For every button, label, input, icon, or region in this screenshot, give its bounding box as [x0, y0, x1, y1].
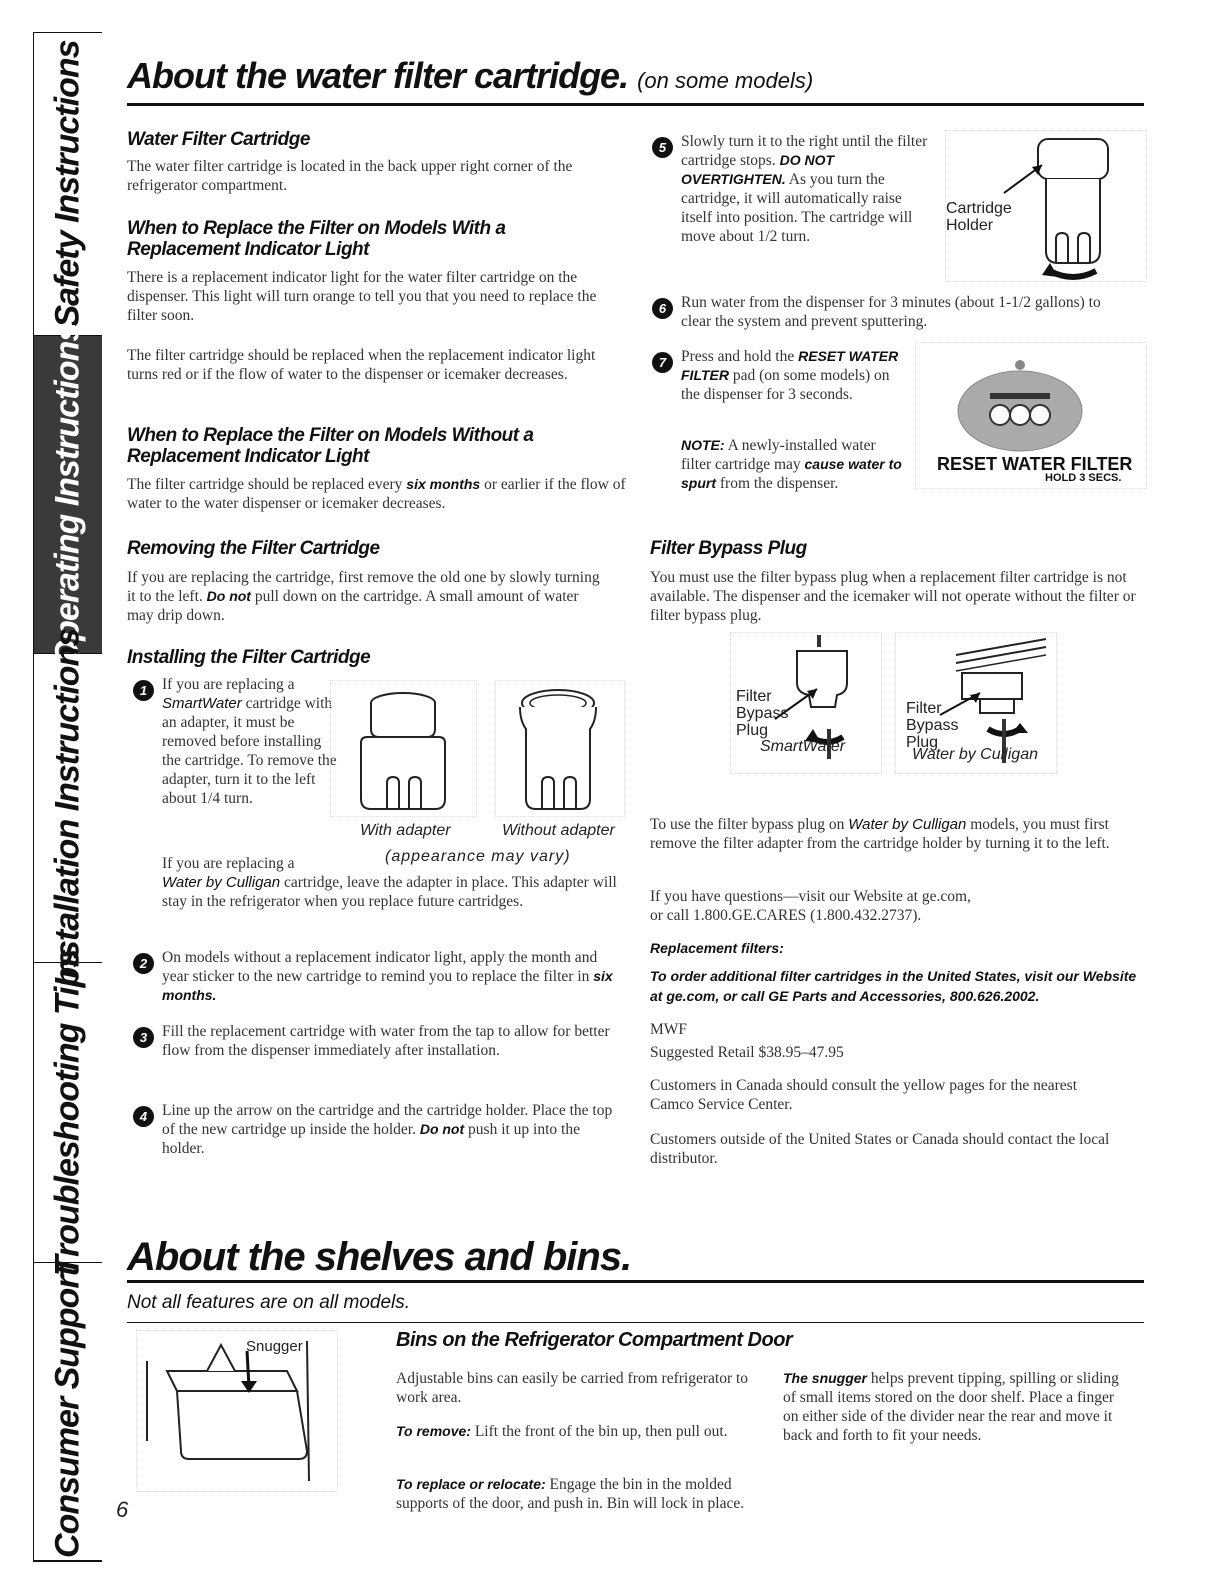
- cartridge-holder-label: Cartridge Holder: [946, 200, 1012, 234]
- snugger-label: Snugger: [246, 1338, 303, 1355]
- heading-with-light: When to Replace the Filter on Models With a Replacement Indicator Light: [127, 218, 506, 260]
- step-number-2: 2: [133, 953, 154, 974]
- heading-replacement-filters: Replacement filters:: [650, 940, 784, 956]
- removing-text: If you are replacing the cartridge, first remove the old one by slowly turning it to the left. Do not pull down on the cartridge. A small amount of water may drip down.: [127, 569, 600, 624]
- snugger-bin-image: [136, 1330, 338, 1492]
- heading-filter-bypass-plug: Filter Bypass Plug: [650, 538, 807, 559]
- without-light-text: The filter cartridge should be replaced every six months or earlier if the flow of water to the water dispenser or icemaker decreases.: [127, 476, 626, 512]
- step-number-4: 4: [133, 1106, 154, 1127]
- with-light-text-2: The filter cartridge should be replaced when the replacement indicator light turns red or if the flow of water to the dispenser or icemaker decreases.: [127, 347, 596, 383]
- replacement-model: MWF: [650, 1021, 688, 1038]
- replacement-canada: Customers in Canada should consult the yellow pages for the nearest Camco Service Center.: [650, 1077, 1078, 1113]
- step-number-5: 5: [652, 137, 673, 158]
- bypass-text-3: If you have questions—visit our Website at ge.com, or call 1.800.GE.CARES (1.800.432.2737).: [650, 888, 971, 924]
- sidebar-nav: [33, 32, 102, 1562]
- bins-text-2: To remove: Lift the front of the bin up, then pull out.: [396, 1423, 728, 1440]
- tab-label: Troubleshooting Tips: [48, 949, 87, 1276]
- tab-label: Safety Instructions: [48, 40, 87, 328]
- section2-rule: [127, 1280, 1144, 1283]
- heading-bins-door: Bins on the Refrigerator Compartment Door: [396, 1329, 793, 1351]
- step-5-text: Slowly turn it to the right until the filter cartridge stops. DO NOT OVERTIGHTEN. As you turn the cartridge, it will automatically raise itself into position. The cartridge will move about 1/2 turn.: [681, 133, 928, 245]
- heading-without-light: When to Replace the Filter on Models Without a Replacement Indicator Light: [127, 425, 534, 467]
- title-subtitle: (on some models): [637, 68, 814, 93]
- bins-text-3: To replace or relocate: Engage the bin in the molded supports of the door, and push in. Bin will lock in place.: [396, 1476, 745, 1512]
- cartridge-without-adapter-image: [495, 680, 625, 817]
- step-number-3: 3: [133, 1027, 154, 1048]
- bins-text-4: The snugger helps prevent tipping, spilling or sliding of small items stored on the door shelf. Place a finger on either side of the divider near the rear and move it back and forth to fit your needs.: [783, 1370, 1119, 1444]
- replacement-price: Suggested Retail $38.95–47.95: [650, 1044, 844, 1061]
- caption-appearance: (appearance may vary): [385, 848, 571, 865]
- caption-culligan: Water by Culligan: [912, 746, 1038, 763]
- section2-thin-rule: [127, 1322, 1144, 1323]
- with-light-text-1: There is a replacement indicator light for the water filter cartridge on the dispenser. This light will turn orange to tell you that you need to replace the filter soon.: [127, 269, 597, 324]
- tab-operating-instructions[interactable]: [34, 323, 102, 666]
- tab-label: Operating Instructions: [48, 323, 87, 666]
- tab-safety-instructions[interactable]: [34, 33, 102, 336]
- page-number: 6: [116, 1497, 129, 1522]
- replacement-order-text: To order additional filter cartridges in the United States, visit our Website at ge.com, or call GE Parts and Accessories, 800.626.2002.: [650, 968, 1137, 1004]
- tab-installation-instructions[interactable]: [34, 628, 102, 988]
- step-6-text: Run water from the dispenser for 3 minutes (about 1-1/2 gallons) to clear the system and prevent sputtering.: [681, 294, 1101, 330]
- step-number-1: 1: [133, 680, 154, 701]
- step-1-text-c: Water by Culligan cartridge, leave the adapter in place. This adapter will stay in the refrigerator when you replace future cartridges.: [162, 874, 617, 910]
- replacement-outside: Customers outside of the United States or Canada should contact the local distributor.: [650, 1131, 1110, 1167]
- step-number-6: 6: [652, 298, 673, 319]
- step-7-text: Press and hold the RESET WATER FILTER pad (on some models) on the dispenser for 3 seconds.: [681, 348, 899, 403]
- hold-3-secs-label: HOLD 3 SECS.: [1045, 472, 1122, 484]
- step-4-text: Line up the arrow on the cartridge and the cartridge holder. Place the top of the new cartridge up inside the holder. Do not push it up into the holder.: [162, 1102, 613, 1157]
- caption-smartwater: SmartWater: [760, 738, 846, 755]
- reset-water-filter-label: RESET WATER FILTER: [937, 454, 1133, 474]
- tab-label: Consumer Support: [48, 1265, 87, 1558]
- section-title-shelves-bins: About the shelves and bins.: [127, 1235, 632, 1279]
- step-2-text: On models without a replacement indicator light, apply the month and year sticker to the new cartridge to remind you to replace the filter in six months.: [162, 949, 613, 1003]
- bypass-text-1: You must use the filter bypass plug when a replacement filter cartridge is not available. The dispenser and the icemaker will not operate without the filter or filter bypass plug.: [650, 569, 1136, 624]
- section-title-water-filter: [127, 55, 813, 97]
- water-filter-cartridge-text: The water filter cartridge is located in the back upper right corner of the refrigerator compartment.: [127, 158, 573, 194]
- bypass-plug-label-culligan: Filter Bypass Plug: [906, 700, 959, 751]
- bypass-text-2: To use the filter bypass plug on Water by Culligan models, you must first remove the filter adapter from the cartridge holder by turning it to the left.: [650, 816, 1110, 852]
- heading-removing: Removing the Filter Cartridge: [127, 538, 380, 559]
- step-number-7: 7: [652, 352, 673, 373]
- title-rule: [127, 103, 1144, 106]
- bins-text-1: Adjustable bins can easily be carried from refrigerator to work area.: [396, 1370, 749, 1406]
- tab-label: Installation Instructions: [48, 628, 87, 988]
- caption-without-adapter: Without adapter: [502, 822, 615, 839]
- step-1-text-b: If you are replacing a: [162, 855, 295, 872]
- bypass-plug-label-smartwater: Filter Bypass Plug: [736, 688, 789, 739]
- cartridge-with-adapter-image: [330, 680, 477, 817]
- step-7-note: NOTE: A newly-installed water filter cartridge may cause water to spurt from the dispenser.: [681, 437, 902, 492]
- heading-installing: Installing the Filter Cartridge: [127, 647, 371, 668]
- tab-consumer-support[interactable]: [34, 1263, 102, 1561]
- caption-with-adapter: With adapter: [360, 822, 451, 839]
- title-text: About the water filter cartridge.: [127, 55, 629, 96]
- step-3-text: Fill the replacement cartridge with water from the tap to allow for better flow from the dispenser immediately after installation.: [162, 1023, 610, 1059]
- heading-water-filter-cartridge: Water Filter Cartridge: [127, 129, 310, 150]
- step-1-text: If you are replacing a SmartWater cartridge with an adapter, it must be removed before installing the cartridge. To remove the adapter, turn it to the left about 1/4 turn.: [162, 676, 337, 807]
- tab-troubleshooting-tips[interactable]: [34, 949, 102, 1276]
- section2-subtitle: Not all features are on all models.: [127, 1292, 411, 1313]
